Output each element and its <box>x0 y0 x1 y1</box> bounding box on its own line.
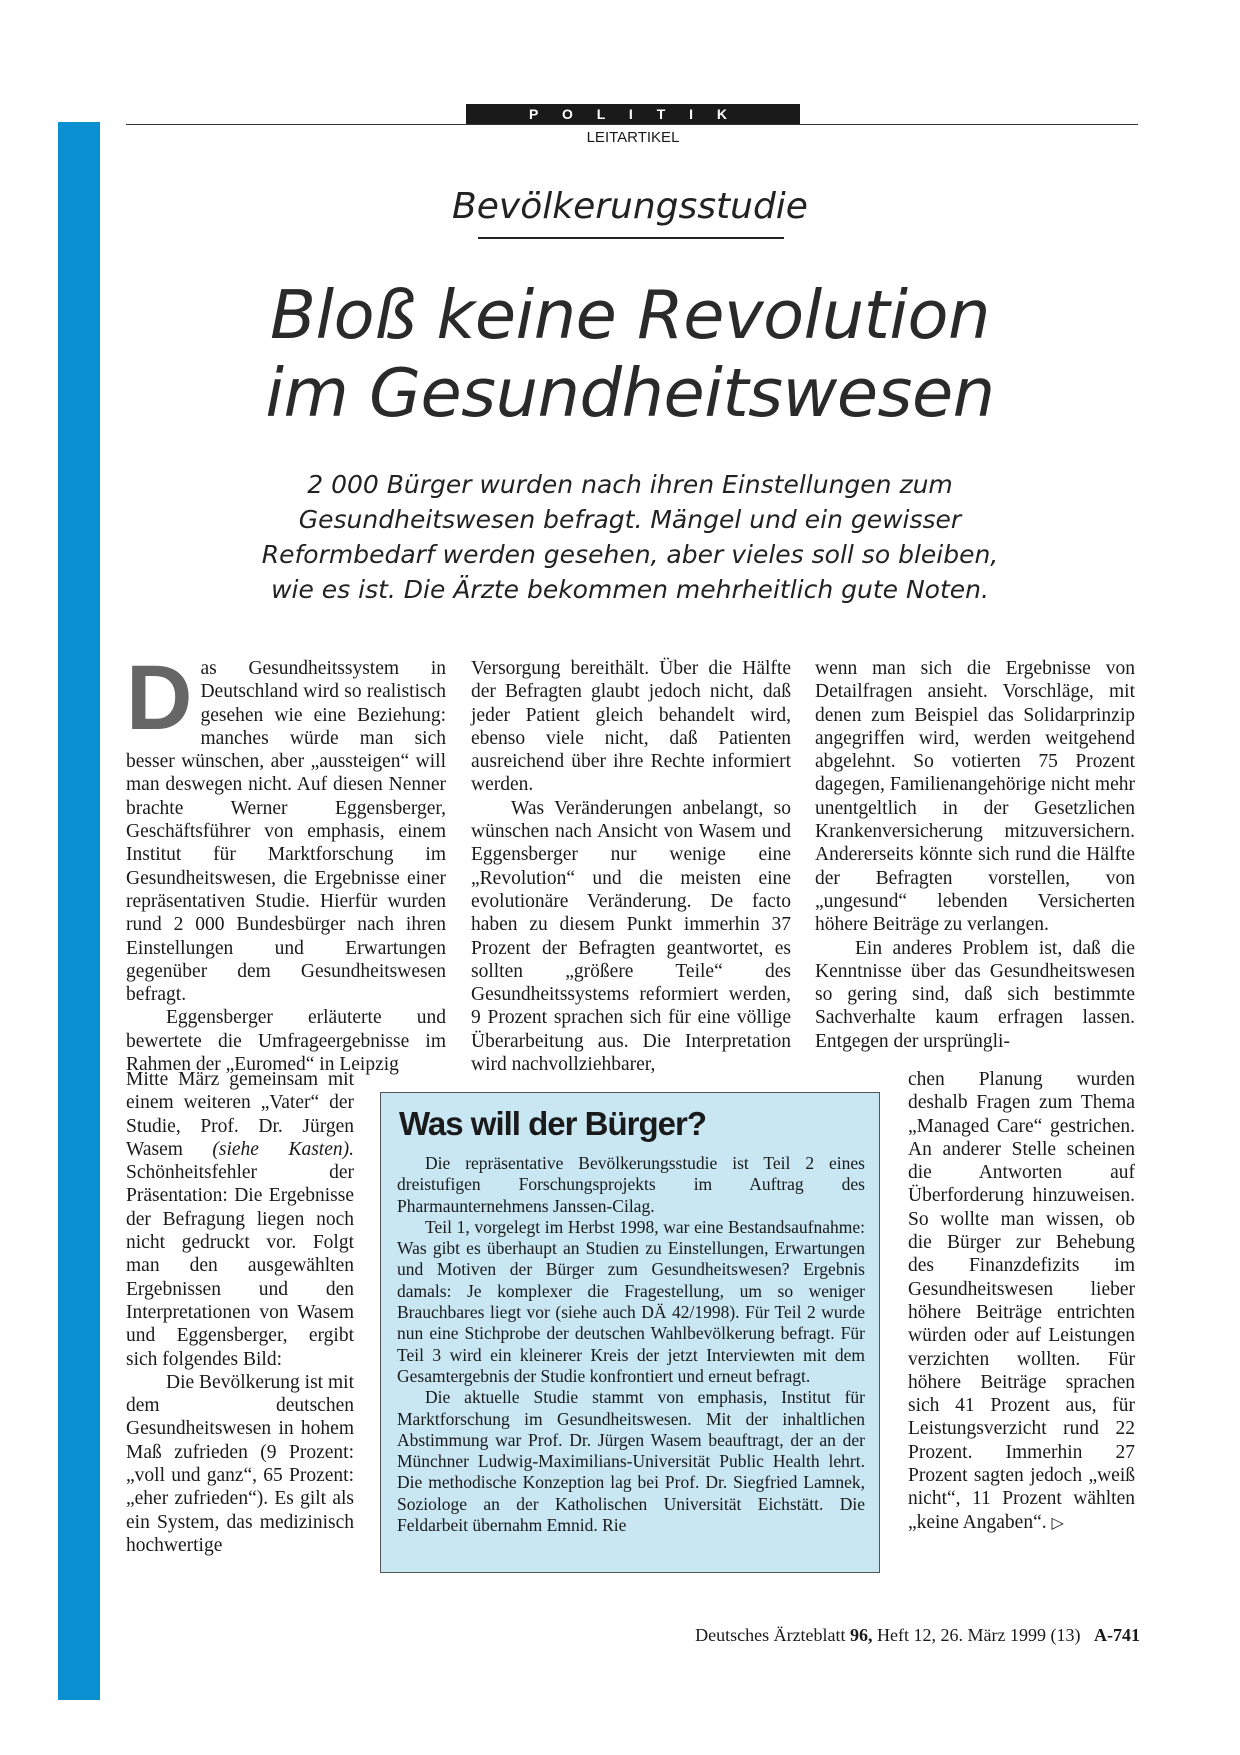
column-2 <box>471 657 791 1076</box>
col1-lower-text-rest: Schönheitsfehler der Präsentation: Die Ergebnisse der Befragung liegen noch nicht gedruckt vor. Folgt man den ausgewählten Ergebnissen und den Interpretationen von Wasem und Eggensberger, ergibt sich folgendes Bild: <box>126 1162 354 1370</box>
info-box-paragraph-1: Die repräsentative Bevölkerungsstudie ist Teil 2 eines dreistufigen Forschungsprojekts im Auftrag des Pharmaunternehmens Janssen-Cilag. <box>397 1153 865 1216</box>
footer-page-number: A-741 <box>1094 1625 1140 1645</box>
header-rule <box>126 124 1138 125</box>
article-kicker: Bevölkerungsstudie <box>452 186 808 227</box>
headline-line-2: im Gesundheitswesen <box>265 354 995 432</box>
end-mark-icon: ▷ <box>1051 1512 1064 1532</box>
column-1-lower <box>126 1068 354 1557</box>
article-lead <box>160 467 1100 607</box>
col3-lower-paragraph <box>908 1068 1135 1534</box>
lead-line-3: Reformbedarf werden gesehen, aber vieles soll so bleiben, <box>261 540 999 569</box>
col1-lower-paragraph-2: Die Bevölkerung ist mit dem deutschen Gesundheitswesen in hohem Maß zufrieden (9 Prozent: „voll und ganz“, 65 Prozent: „eher zufrieden“). Es gilt als ein System, das medizinisch hochwertige <box>126 1371 354 1556</box>
drop-cap: D <box>126 647 193 749</box>
info-box-paragraph-2: Teil 1, vorgelegt im Herbst 1998, war eine Bestandsaufnahme: Was gibt es überhaupt an Studien zu Einstellungen, Erwartungen und Motiven der Bürger zum Gesundheitswesen? Ergebnis damals: Je komplexer die Fragestellung, um so weniger Brauchbares liegt vor (siehe auch DÄ 42/1998). Für Teil 2 wurde nun eine Stichprobe der deutschen Wahlbevölkerung befragt. Für Teil 3 wird ein kleinerer Kreis der jetzt Interviewten mit dem Gesamtergebnis der Studie konfrontiert und erneut befragt. <box>397 1216 865 1386</box>
article-headline <box>180 276 1080 432</box>
footer-journal: Deutsches Ärzteblatt <box>695 1625 846 1645</box>
col1-lower-text: Mitte März gemeinsam mit einem weiteren „Vater“ der Studie, Prof. Dr. Jürgen Wasem <box>126 1069 354 1160</box>
col1-lower-paragraph <box>126 1068 354 1371</box>
footer-issue: Heft 12, 26. März 1999 (13) <box>877 1625 1081 1645</box>
info-box-body <box>397 1153 865 1536</box>
info-box-paragraph-3: Die aktuelle Studie stammt von emphasis, Institut für Marktforschung im Gesundheitswesen. Mit der inhaltlichen Abstimmung war Prof. Dr. Jürgen Wasem beauftragt, der an der Münchner Ludwig-Maximilians-Universität Public Health lehrt. Die methodische Konzeption lag bei Prof. Dr. Siegfried Lamnek, Soziologe an der Katholischen Universität Eichstätt. Die Feldarbeit übernahm Emnid. Rie <box>397 1387 865 1536</box>
col3-paragraph-2: Ein anderes Problem ist, daß die Kenntnisse über das Gesundheitswesen so gering sind, daß sich bestimmte Sachverhalte kaum erfragen lassen. Entgegen der ursprüngli- <box>815 937 1135 1052</box>
kicker-underline <box>478 237 784 239</box>
col3-lower-text: chen Planung wurden deshalb Fragen zum Thema „Managed Care“ gestrichen. An anderer Stelle scheinen die Antworten auf Überforderung hinzuweisen. So wollte man wissen, ob die Bürger zur Behebung des Finanzdefizits im Gesundheitswesen lieber höhere Beiträge entrichten würden oder auf Leistungen verzichten wollten. Für höhere Beiträge sprachen sich 41 Prozent aus, für Leistungsverzicht rund 22 Prozent. Immerhin 27 Prozent sagten jedoch „weiß nicht“, 11 Prozent wählten „keine Angaben“. <box>908 1069 1135 1533</box>
subsection-label: LEITARTIKEL <box>586 129 680 146</box>
col1-paragraph-1: as Gesundheitssystem in Deutschland wird so realistisch gesehen wie eine Beziehung: manches würde man sich besser wünschen, aber „aussteigen“ will man deswegen nicht. Auf diesen Nenner brachte Werner Eggensberger, Geschäftsführer von emphasis, einem Institut für Marktforschung im Gesundheitswesen, die Ergebnisse einer repräsentativen Studie. Hierfür wurden rund 2 000 Bundesbürger nach ihren Einstellungen und Erwartungen gegenüber dem Gesundheitswesen befragt. <box>126 658 446 1006</box>
col2-paragraph-2: Was Veränderungen anbelangt, so wünschen nach Ansicht von Wasem und Eggensberger nur wenige eine „Revolution“ und die meisten eine evolutionäre Veränderung. De facto haben zu diesem Punkt immerhin 37 Prozent der Befragten geantwortet, es sollten „größere Teile“ des Gesundheitssystems reformiert werden, 9 Prozent sprachen sich für eine völlige Überarbeitung aus. Die Interpretation wird nachvollziehbarer, <box>471 797 791 1076</box>
info-box <box>380 1092 880 1573</box>
headline-line-1: Bloß keine Revolution <box>269 276 991 354</box>
column-3 <box>815 657 1135 1053</box>
info-box-title: Was will der Bürger? <box>399 1105 707 1142</box>
lead-line-1: 2 000 Bürger wurden nach ihren Einstellungen zum <box>307 470 953 499</box>
section-label: P O L I T I K <box>466 104 800 124</box>
col3-paragraph-1: wenn man sich die Ergebnisse von Detailfragen ansieht. Vorschläge, mit denen zum Beispiel das Solidarprinzip angegriffen wird, werden weitgehend abgelehnt. So votierten 75 Prozent dagegen, Familienangehörige nicht mehr unentgeltlich in der Gesetzlichen Krankenversicherung mitzuversichern. Andererseits könnte sich rund die Hälfte der Befragten vorstellen, von „ungesund“ lebenden Versicherten höhere Beiträge zu verlangen. <box>815 658 1135 936</box>
col1-paragraph-2: Eggensberger erläuterte und bewertete die Umfrageergebnisse im Rahmen der „Euromed“ in Leipzig <box>126 1007 446 1076</box>
lead-line-2: Gesundheitswesen befragt. Mängel und ein gewisser <box>298 505 962 534</box>
sidebar-accent-bar <box>58 122 100 1700</box>
footer-volume: 96, <box>850 1625 873 1645</box>
page-footer <box>620 1625 1140 1646</box>
box-reference: (siehe Kasten). <box>212 1138 354 1160</box>
column-3-lower <box>908 1068 1135 1534</box>
lead-line-4: wie es ist. Die Ärzte bekommen mehrheitlich gute Noten. <box>271 575 989 604</box>
column-1 <box>126 647 446 1076</box>
col2-paragraph-1: Versorgung bereithält. Über die Hälfte der Befragten glaubt jedoch nicht, daß jeder Patient gleich behandelt wird, ebenso viele nicht, daß Patienten ausreichend über ihre Rechte informiert werden. <box>471 658 791 796</box>
